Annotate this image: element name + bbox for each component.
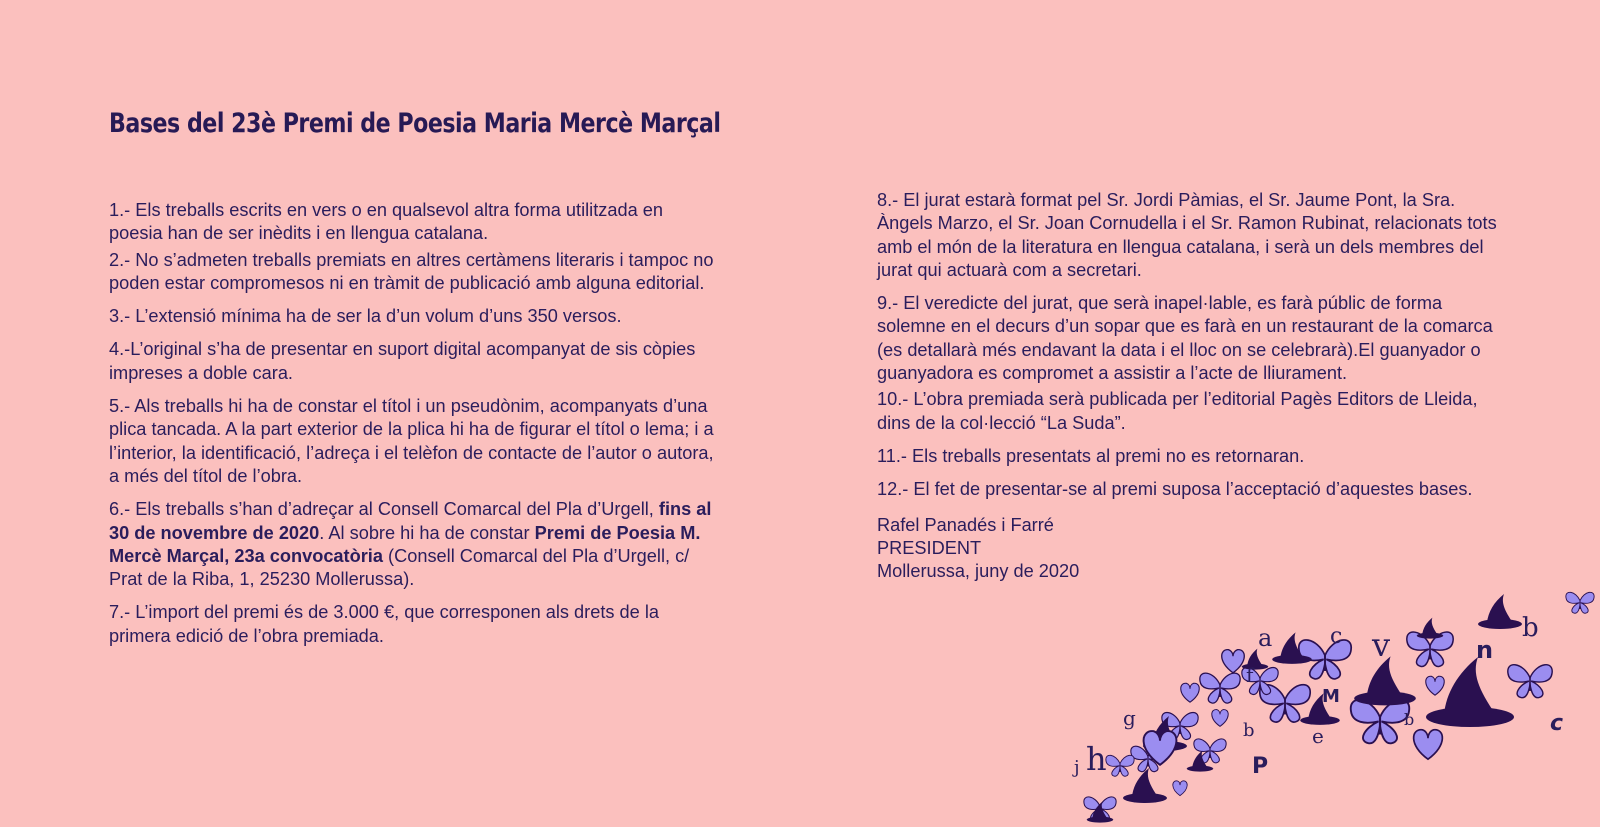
deco-letter: M: [1322, 686, 1340, 707]
rule-3: 3.- L’extensió mínima ha de ser la d’un volum d’uns 350 versos.: [109, 306, 622, 327]
witch-hat-icon: [1123, 768, 1167, 803]
signatory-name: Rafel Panadés i Farré: [877, 514, 1054, 535]
deco-letter: c: [1330, 624, 1343, 649]
deco-letter: b: [1522, 613, 1539, 643]
deco-letter: f: [1246, 663, 1254, 687]
rule-6-deadline: fins al 30 de novembre de 2020: [109, 499, 712, 543]
deco-letter: j: [1074, 757, 1080, 778]
deco-letter: h: [1086, 740, 1107, 778]
witch-hat-icon: [1417, 618, 1443, 639]
witch-hat-icon: [1478, 594, 1522, 629]
rule-2: 2.- No s’admeten treballs premiats en altres certàmens literaris i tampoc no poden estar compromesos ni en tràmit de publicació amb alguna editorial.: [109, 249, 714, 293]
rule-1: 1.- Els treballs escrits en vers o en qualsevol altra forma utilitzada en poesia han de ser inèdits i en llengua catalana.: [109, 200, 663, 244]
deco-letter: P: [1252, 754, 1269, 779]
deco-letter: b: [1243, 720, 1255, 741]
heart-icon: [1173, 781, 1187, 796]
butterfly-hat-illustration: [1060, 580, 1600, 827]
deco-letter: e: [1312, 724, 1324, 748]
rule-6-envelope-label: Premi de Poesia M. Mercè Marçal, 23a convocatòria: [109, 522, 701, 566]
butterfly-icon: [1508, 665, 1552, 698]
deco-letter: v: [1372, 626, 1391, 664]
butterfly-icon: [1351, 700, 1409, 743]
place-date: Mollerussa, juny de 2020: [877, 561, 1080, 582]
rules-left-column: [109, 199, 719, 658]
deco-letter: a: [1258, 624, 1273, 652]
rule-4: 4.-L’original s’ha de presentar en suport digital acompanyat de sis còpies impreses a doble cara.: [109, 339, 696, 383]
rule-11: 11.- Els treballs presentats al premi no es retornaran.: [877, 445, 1305, 466]
butterfly-icon: [1200, 673, 1240, 703]
butterfly-icon: [1106, 755, 1134, 776]
heart-icon: [1414, 730, 1443, 759]
rule-8: 8.- El jurat estarà format pel Sr. Jordi Pàmias, el Sr. Jaume Pont, la Sra. Àngels Marzo, el Sr. Joan Cornudella i el Sr. Ramon Rubinat, relacionats tots amb el món de la literatura en llengua catalana, i serà un dels membres del jurat qui actuarà com a secretari.: [877, 190, 1497, 280]
deco-letter: g: [1123, 706, 1136, 730]
rule-6-text-a: 6.- Els treballs s’han d’adreçar al Consell Comarcal del Pla d’Urgell,: [109, 499, 659, 520]
heart-icon: [1181, 683, 1199, 702]
signatory-role: PRESIDENT: [877, 537, 982, 558]
rule-6-text-c: (Consell Comarcal del Pla d’Urgell, c/ Prat de la Riba, 1, 25230 Mollerussa).: [109, 545, 690, 590]
rule-9: 9.- El veredicte del jurat, que serà inapel·lable, es farà públic de forma solemne en el decurs d’un sopar que es farà en un restaurant de la comarca (es detallarà més endavant la data i el lloc on se celebrarà).El guanyador o guanyadora es compromet a assistir a l’acte de lliurament.: [877, 293, 1493, 384]
rules-right-column: [877, 189, 1507, 583]
rule-10: 10.- L’obra premiada serà publicada per l’editorial Pagès Editors de Lleida, dins de la col·lecció “La Suda”.: [877, 389, 1478, 433]
deco-letter: b: [1404, 710, 1415, 729]
rule-6: [109, 498, 719, 591]
rule-7: 7.- L’import del premi és de 3.000 €, que corresponen als drets de la primera edició de l’obra premiada.: [109, 602, 659, 646]
rule-6-text-b: . Al sobre hi ha de constar: [319, 522, 535, 543]
heart-icon: [1222, 650, 1245, 673]
page-title: Bases del 23è Premi de Poesia Maria Mercè Marçal: [109, 108, 721, 139]
deco-letter: c: [1550, 711, 1564, 736]
rule-12: 12.- El fet de presentar-se al premi suposa l’acceptació d’aquestes bases.: [877, 479, 1473, 500]
deco-letter: n: [1476, 636, 1494, 664]
heart-icon: [1212, 710, 1228, 727]
butterfly-icon: [1566, 592, 1594, 613]
rule-5: 5.- Als treballs hi ha de constar el títol i un pseudònim, acompanyats d’una plica tancada. A la part exterior de la plica hi ha de figurar el títol o lema; i a l’interior, la identificació, l’adreça i el telèfon de contacte de l’autor o autora, a més del títol de l’obra.: [109, 396, 714, 486]
heart-icon: [1426, 676, 1444, 695]
signature-block: [877, 514, 1507, 584]
